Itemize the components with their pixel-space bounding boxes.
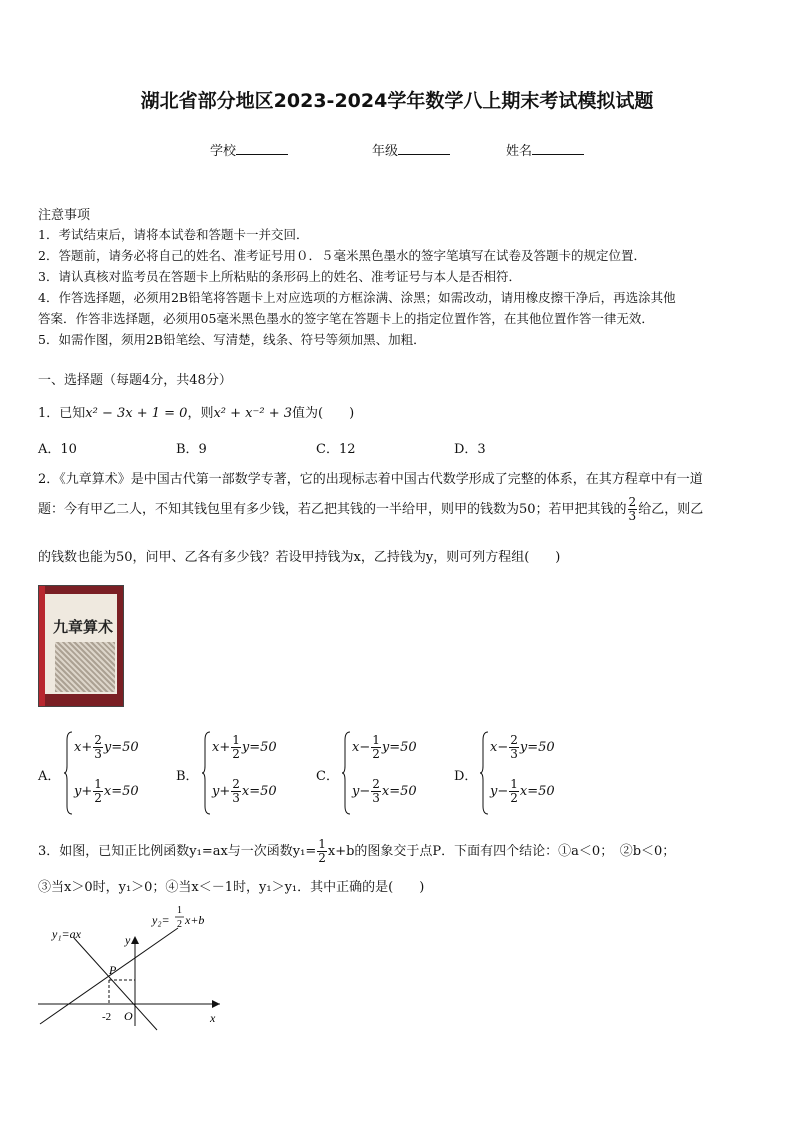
book-cover <box>45 594 117 694</box>
fraction: $\frac{2}{3}$ <box>510 733 518 761</box>
q2-line-1: 2．《九章算术》是中国古代第一部数学专著，它的出现标志着中国古代数学形成了完整的体系，在其方程章中有一道 <box>38 472 703 487</box>
equation-system <box>64 730 164 816</box>
fraction: $\frac{2}{3}$ <box>372 777 380 805</box>
q1-option-a: A．10 <box>38 442 77 457</box>
function-graph <box>30 898 240 1033</box>
label-y1: y₁=ax <box>52 927 81 941</box>
q3-line-1 <box>38 838 675 865</box>
fraction: $\frac{1}{2}$ <box>372 733 380 761</box>
brace-icon <box>342 730 352 816</box>
q2-line-2a: 题：今有甲乙二人，不知其钱包里有多少钱，若乙把其钱的一半给甲，则甲的钱数为50；若甲把其钱的 <box>38 502 627 517</box>
q1-expression: x² + x⁻² + 3 <box>213 406 293 421</box>
equation: y− $\frac{1}{2}$ x=50 <box>490 777 555 805</box>
book-illustration <box>55 642 115 692</box>
label-x: x <box>210 1011 216 1025</box>
note-item: 答案．作答非选择题，必须用05毫米黑色墨水的签字笔在答题卡上的指定位置作答，在其他位置作答一律无效． <box>38 311 654 326</box>
equation-system <box>202 730 302 816</box>
fraction: $\frac{1}{2}$ <box>510 777 518 805</box>
q1-equation: x² − 3x + 1 = 0 <box>85 406 188 421</box>
note-item: 1．考试结束后，请将本试卷和答题卡一并交回． <box>38 227 309 242</box>
q2-line-2 <box>38 496 703 523</box>
q2-fraction: $\frac{2}{3}$ <box>628 495 637 523</box>
y-axis-arrow <box>131 936 139 944</box>
equation-system <box>342 730 442 816</box>
q1-tail: 值为( ) <box>292 406 355 421</box>
q3-line-2: ③当x＞0时，y₁＞0；④当x＜－1时，y₁＞y₁．其中正确的是( ) <box>38 880 425 895</box>
book-title: 九章算术 <box>53 618 114 636</box>
equation-system <box>480 730 580 816</box>
label-neg2: -2 <box>102 1011 112 1023</box>
label-y: y <box>125 933 131 947</box>
q1-option-d: D．3 <box>454 442 486 457</box>
fraction: $\frac{2}{3}$ <box>94 733 102 761</box>
q1-option-c: C．12 <box>316 442 356 457</box>
q3-line-1a: 3．如图，已知正比例函数y₁=ax与一次函数y₁= <box>38 844 317 859</box>
equation: x+ $\frac{2}{3}$ y=50 <box>74 733 139 761</box>
q1-mid: ，则 <box>187 406 214 421</box>
q2-option-label: D． <box>454 769 478 784</box>
grade-label: 年级 <box>372 144 399 159</box>
grade-field <box>372 140 450 159</box>
book-image <box>38 585 124 707</box>
label-y2-den: 2 <box>177 919 182 930</box>
equation: y+ $\frac{2}{3}$ x=50 <box>212 777 277 805</box>
equation: y+ $\frac{1}{2}$ x=50 <box>74 777 139 805</box>
brace-icon <box>480 730 490 816</box>
label-y2-pre: y₂= <box>152 913 170 927</box>
name-field <box>506 140 584 159</box>
label-p: P <box>109 963 117 977</box>
q2-option-label: B． <box>176 769 199 784</box>
q3-fraction: $\frac{1}{2}$ <box>318 837 326 865</box>
note-item: 3．请认真核对监考员在答题卡上所粘贴的条形码上的姓名、准考证号与本人是否相符． <box>38 269 521 284</box>
school-field <box>210 140 288 159</box>
name-blank <box>532 142 584 155</box>
label-y2-num: 1 <box>177 905 182 916</box>
q3-line-1b: x+b的图象交于点P．下面有四个结论：①a＜0； ②b＜0； <box>327 844 676 859</box>
fraction: $\frac{1}{2}$ <box>232 733 240 761</box>
equation: y− $\frac{2}{3}$ x=50 <box>352 777 417 805</box>
q1-num: 1．已知 <box>38 406 86 421</box>
question-1 <box>38 402 354 421</box>
label-origin: O <box>124 1009 133 1023</box>
equation: x− $\frac{2}{3}$ y=50 <box>490 733 555 761</box>
fraction: $\frac{2}{3}$ <box>232 777 240 805</box>
notes-heading: 注意事项 <box>38 208 91 223</box>
note-item: 4．作答选择题，必须用2B铅笔将答题卡上对应选项的方框涂满、涂黑；如需改动，请用橡皮擦干净后，再选涂其他 <box>38 290 676 305</box>
note-item: 2．答题前，请务必将自己的姓名、准考证号用０．５毫米黑色墨水的签字笔填写在试卷及答题卡的规定位置． <box>38 248 646 263</box>
equation: x+ $\frac{1}{2}$ y=50 <box>212 733 277 761</box>
section-heading: 一、选择题（每题4分，共48分） <box>38 373 232 388</box>
q1-option-b: B．9 <box>176 442 207 457</box>
x-axis-arrow <box>212 1000 220 1008</box>
school-blank <box>236 142 288 155</box>
fraction: $\frac{1}{2}$ <box>94 777 102 805</box>
note-item: 5．如需作图，须用2B铅笔绘、写清楚，线条、符号等须加黑、加粗． <box>38 332 426 347</box>
school-label: 学校 <box>210 144 237 159</box>
name-label: 姓名 <box>506 144 533 159</box>
q2-line-3: 的钱数也能为50，问甲、乙各有多少钱？若设甲持钱为x，乙持钱为y，则可列方程组( ) <box>38 550 561 565</box>
grade-blank <box>398 142 450 155</box>
equation: x− $\frac{1}{2}$ y=50 <box>352 733 417 761</box>
page-title: 湖北省部分地区2023-2024学年数学八上期末考试模拟试题 <box>140 90 654 112</box>
q2-option-label: C． <box>316 769 339 784</box>
brace-icon <box>202 730 212 816</box>
q2-option-label: A． <box>38 769 61 784</box>
q2-line-2b: 给乙，则乙 <box>638 502 704 517</box>
brace-icon <box>64 730 74 816</box>
label-y2-post: x+b <box>185 913 205 927</box>
